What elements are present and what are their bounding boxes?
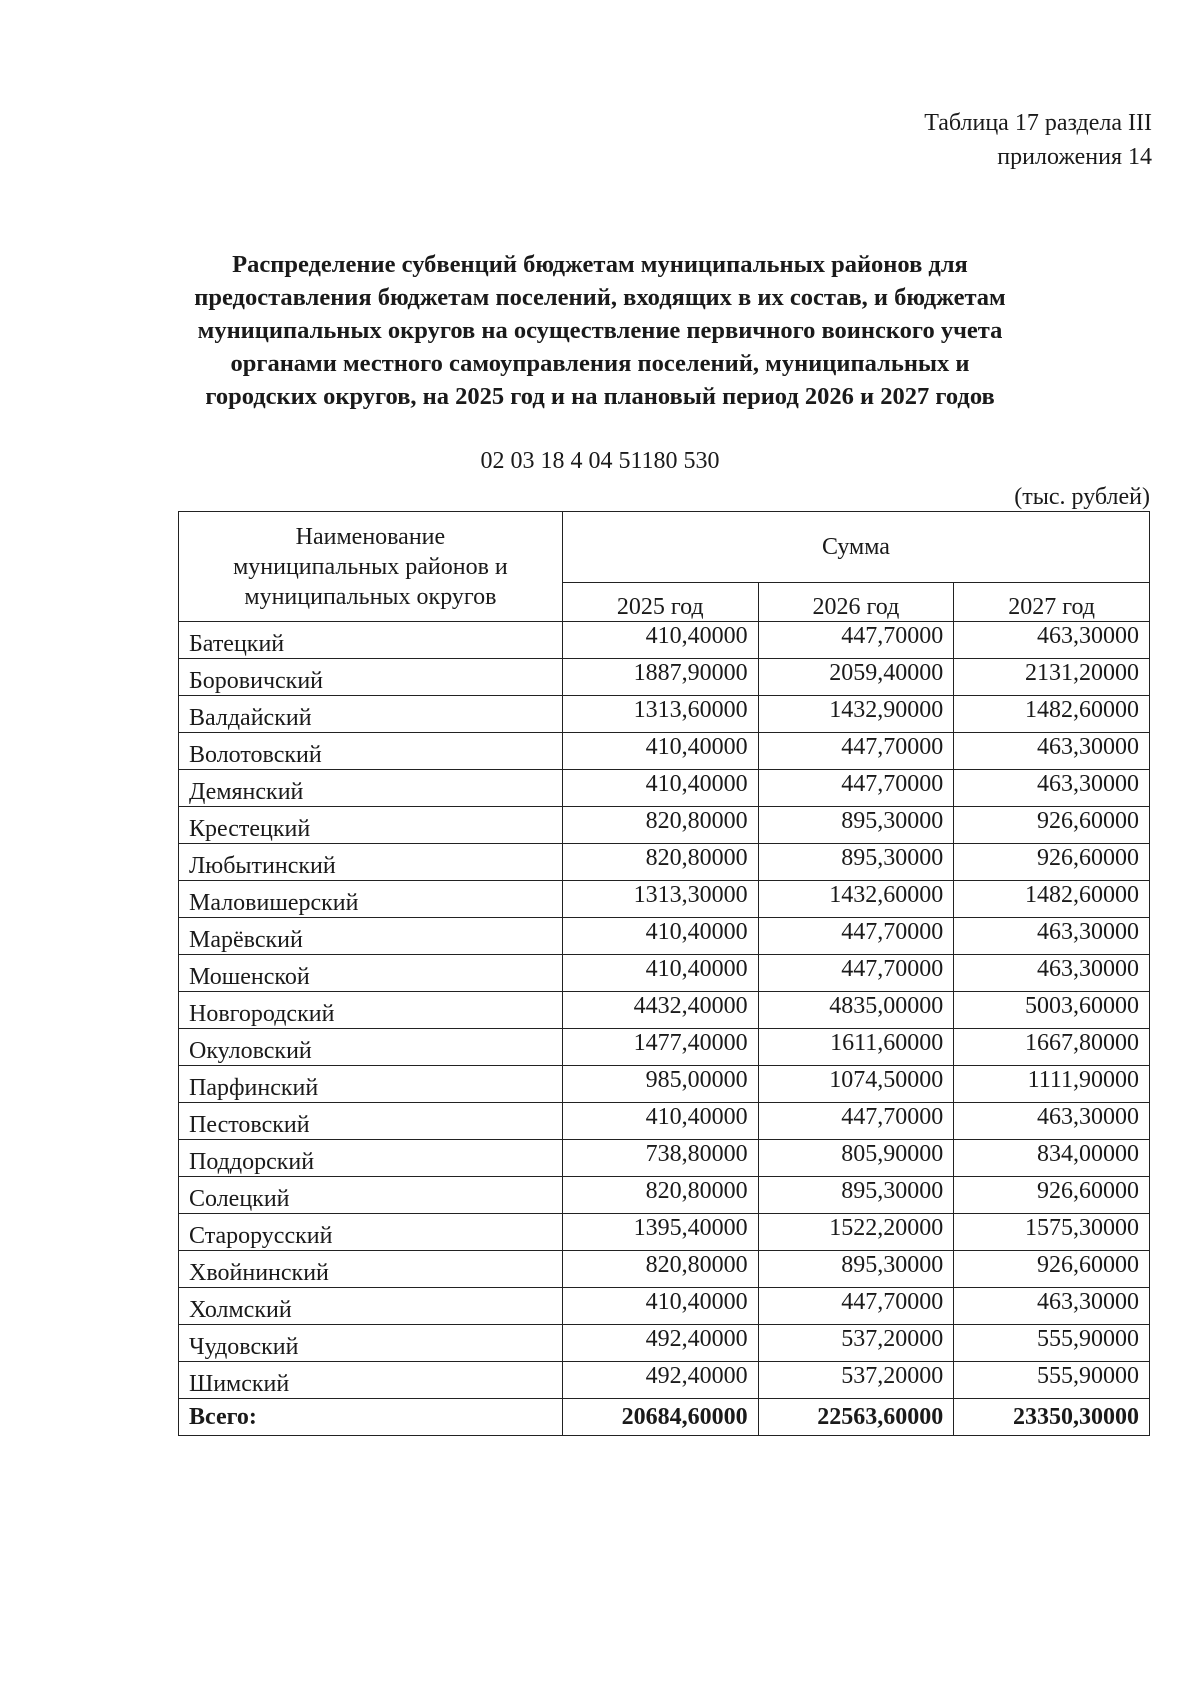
value-2026-cell: 447,70000: [758, 622, 954, 659]
total-2026-cell: 22563,60000: [758, 1399, 954, 1436]
table-row: [179, 1288, 1150, 1325]
district-name-cell: Демянский: [179, 770, 563, 807]
district-name-cell: Чудовский: [179, 1325, 563, 1362]
table-header-row: [179, 512, 1150, 583]
table-row: [179, 918, 1150, 955]
district-name-cell: Холмский: [179, 1288, 563, 1325]
value-2025-cell: 1313,30000: [562, 881, 758, 918]
table-row: [179, 1251, 1150, 1288]
table-row: [179, 844, 1150, 881]
title-line: муниципальных округов на осуществление первичного воинского учета: [197, 317, 1003, 344]
table-row: [179, 1103, 1150, 1140]
value-2027-cell: 2131,20000: [954, 659, 1150, 696]
value-2027-cell: 834,00000: [954, 1140, 1150, 1177]
value-2025-cell: 820,80000: [562, 1177, 758, 1214]
value-2027-cell: 463,30000: [954, 733, 1150, 770]
value-2027-cell: 555,90000: [954, 1362, 1150, 1399]
name-header-line: муниципальных округов: [244, 583, 497, 610]
district-name-cell: Волотовский: [179, 733, 563, 770]
table-reference: [924, 106, 1152, 174]
value-2026-cell: 1522,20000: [758, 1214, 954, 1251]
value-2026-cell: 805,90000: [758, 1140, 954, 1177]
table-reference-line2: приложения 14: [997, 144, 1152, 170]
district-name-cell: Парфинский: [179, 1066, 563, 1103]
table-row: [179, 1029, 1150, 1066]
table-row: [179, 1362, 1150, 1399]
value-2025-cell: 4432,40000: [562, 992, 758, 1029]
district-name-cell: Пестовский: [179, 1103, 563, 1140]
value-2025-cell: 820,80000: [562, 807, 758, 844]
sum-column-header: Сумма: [562, 512, 1149, 583]
value-2027-cell: 5003,60000: [954, 992, 1150, 1029]
table-row: [179, 770, 1150, 807]
table-row: [179, 1177, 1150, 1214]
total-label-cell: Всего:: [179, 1399, 563, 1436]
value-2026-cell: 447,70000: [758, 1288, 954, 1325]
district-name-cell: Окуловский: [179, 1029, 563, 1066]
value-2026-cell: 537,20000: [758, 1325, 954, 1362]
value-2026-cell: 895,30000: [758, 1177, 954, 1214]
value-2026-cell: 447,70000: [758, 955, 954, 992]
name-column-header: [179, 512, 563, 622]
value-2027-cell: 1482,60000: [954, 696, 1150, 733]
table-row: [179, 881, 1150, 918]
table-row: [179, 659, 1150, 696]
value-2026-cell: 895,30000: [758, 1251, 954, 1288]
value-2026-cell: 895,30000: [758, 807, 954, 844]
value-2025-cell: 820,80000: [562, 844, 758, 881]
table-row: [179, 1214, 1150, 1251]
table-reference-line1: Таблица 17 раздела III: [924, 110, 1152, 136]
table-row: [179, 622, 1150, 659]
district-name-cell: Батецкий: [179, 622, 563, 659]
district-name-cell: Солецкий: [179, 1177, 563, 1214]
value-2025-cell: 492,40000: [562, 1325, 758, 1362]
value-2026-cell: 1611,60000: [758, 1029, 954, 1066]
title-line: органами местного самоуправления поселений, муниципальных и: [230, 350, 970, 377]
total-2025-cell: 20684,60000: [562, 1399, 758, 1436]
table-row: [179, 733, 1150, 770]
table-row: [179, 696, 1150, 733]
district-name-cell: Хвойнинский: [179, 1251, 563, 1288]
district-name-cell: Маловишерский: [179, 881, 563, 918]
budget-classification-code: 02 03 18 4 04 51180 530: [480, 448, 720, 474]
table-header: [179, 512, 1150, 622]
year-header-2026: 2026 год: [758, 583, 954, 622]
value-2025-cell: 738,80000: [562, 1140, 758, 1177]
value-2026-cell: 1432,60000: [758, 881, 954, 918]
value-2025-cell: 1477,40000: [562, 1029, 758, 1066]
value-2026-cell: 447,70000: [758, 770, 954, 807]
value-2026-cell: 537,20000: [758, 1362, 954, 1399]
value-2027-cell: 926,60000: [954, 1251, 1150, 1288]
value-2027-cell: 926,60000: [954, 844, 1150, 881]
table-row: [179, 1066, 1150, 1103]
value-2025-cell: 410,40000: [562, 622, 758, 659]
district-name-cell: Новгородский: [179, 992, 563, 1029]
value-2027-cell: 1111,90000: [954, 1066, 1150, 1103]
district-name-cell: Любытинский: [179, 844, 563, 881]
unit-label: (тыс. рублей): [1014, 484, 1150, 510]
value-2026-cell: 1432,90000: [758, 696, 954, 733]
table-row: [179, 807, 1150, 844]
value-2025-cell: 410,40000: [562, 955, 758, 992]
value-2027-cell: 463,30000: [954, 622, 1150, 659]
value-2027-cell: 463,30000: [954, 770, 1150, 807]
value-2025-cell: 410,40000: [562, 1103, 758, 1140]
value-2026-cell: 1074,50000: [758, 1066, 954, 1103]
year-header-2027: 2027 год: [954, 583, 1150, 622]
table-body: [179, 622, 1150, 1436]
value-2027-cell: 463,30000: [954, 1288, 1150, 1325]
value-2026-cell: 895,30000: [758, 844, 954, 881]
table-row: [179, 1325, 1150, 1362]
value-2025-cell: 410,40000: [562, 770, 758, 807]
name-header-line: Наименование: [295, 523, 446, 550]
value-2025-cell: 1887,90000: [562, 659, 758, 696]
table-total-row: [179, 1399, 1150, 1436]
value-2026-cell: 2059,40000: [758, 659, 954, 696]
title-line: городских округов, на 2025 год и на плановый период 2026 и 2027 годов: [205, 383, 995, 410]
value-2025-cell: 410,40000: [562, 1288, 758, 1325]
title-line: предоставления бюджетам поселений, входящих в их состав, и бюджетам: [194, 284, 1006, 311]
value-2027-cell: 1575,30000: [954, 1214, 1150, 1251]
district-name-cell: Мошенской: [179, 955, 563, 992]
district-name-cell: Валдайский: [179, 696, 563, 733]
value-2027-cell: 926,60000: [954, 807, 1150, 844]
district-name-cell: Поддорский: [179, 1140, 563, 1177]
value-2026-cell: 447,70000: [758, 1103, 954, 1140]
value-2025-cell: 985,00000: [562, 1066, 758, 1103]
district-name-cell: Шимский: [179, 1362, 563, 1399]
table-row: [179, 955, 1150, 992]
value-2025-cell: 410,40000: [562, 918, 758, 955]
value-2027-cell: 1667,80000: [954, 1029, 1150, 1066]
value-2027-cell: 555,90000: [954, 1325, 1150, 1362]
value-2025-cell: 492,40000: [562, 1362, 758, 1399]
district-name-cell: Марёвский: [179, 918, 563, 955]
value-2026-cell: 447,70000: [758, 733, 954, 770]
name-header-line: муниципальных районов и: [233, 553, 508, 580]
value-2025-cell: 1395,40000: [562, 1214, 758, 1251]
district-name-cell: Старорусский: [179, 1214, 563, 1251]
value-2025-cell: 410,40000: [562, 733, 758, 770]
document-title: [140, 248, 1060, 413]
value-2027-cell: 463,30000: [954, 955, 1150, 992]
value-2027-cell: 463,30000: [954, 918, 1150, 955]
year-header-2025: 2025 год: [562, 583, 758, 622]
value-2027-cell: 926,60000: [954, 1177, 1150, 1214]
table-row: [179, 992, 1150, 1029]
value-2027-cell: 463,30000: [954, 1103, 1150, 1140]
district-name-cell: Крестецкий: [179, 807, 563, 844]
value-2026-cell: 447,70000: [758, 918, 954, 955]
subsidy-table: [178, 511, 1150, 1436]
value-2025-cell: 820,80000: [562, 1251, 758, 1288]
value-2027-cell: 1482,60000: [954, 881, 1150, 918]
table-row: [179, 1140, 1150, 1177]
total-2027-cell: 23350,30000: [954, 1399, 1150, 1436]
district-name-cell: Боровичский: [179, 659, 563, 696]
title-line: Распределение субвенций бюджетам муниципальных районов для: [232, 251, 968, 278]
value-2025-cell: 1313,60000: [562, 696, 758, 733]
value-2026-cell: 4835,00000: [758, 992, 954, 1029]
